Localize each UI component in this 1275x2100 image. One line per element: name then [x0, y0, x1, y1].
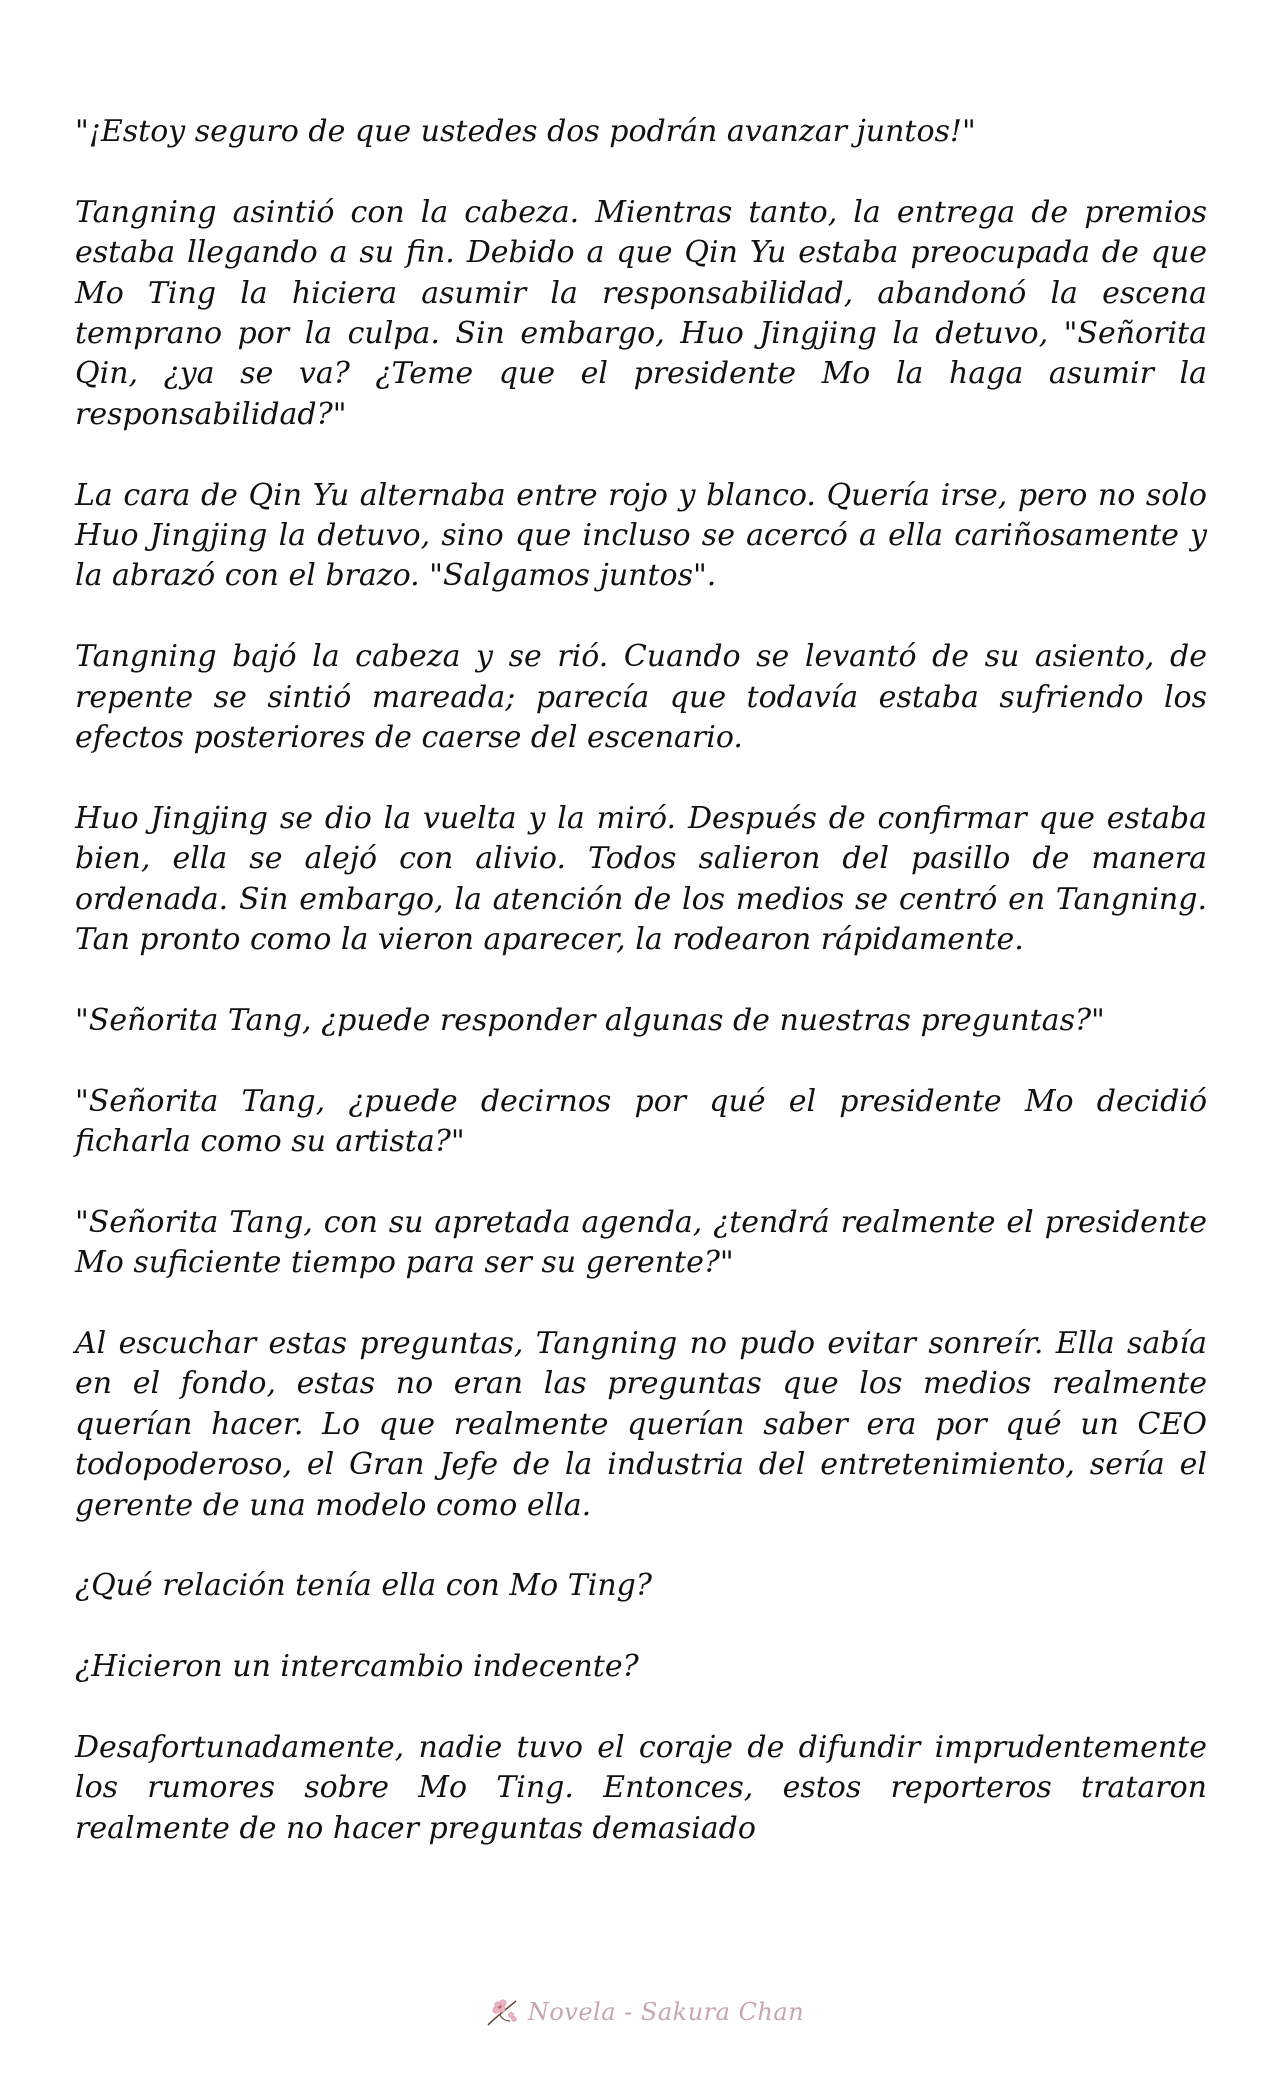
paragraph-10: ¿Qué relación tenía ella con Mo Ting?	[75, 1568, 652, 1604]
paragraph-5: Huo Jingjing se dio la vuelta y la miró. Después de confirmar que estaba bien, ella se alejó con alivio. Todos salieron del pasillo de manera ordenada. Sin embargo, la atención de los medios se centró en Tangning. Tan pronto como la vieron aparecer, la rodearon rápidamente.	[75, 800, 1207, 958]
paragraph-4: Tangning bajó la cabeza y se rió. Cuando se levantó de su asiento, de repente se sintió mareada; parecía que todavía estaba sufriendo los efectos posteriores de caerse del escenario.	[75, 639, 1207, 756]
paragraph-3: La cara de Qin Yu alternaba entre rojo y blanco. Quería irse, pero no solo Huo Jingjing la detuvo, sino que incluso se acercó a ella cariñosamente y la abrazó con el brazo. "Salgamos juntos".	[75, 477, 1207, 594]
paragraph-12: Desafortunadamente, nadie tuvo el coraje de difundir imprudentemente los rumores sobre Mo Ting. Entonces, estos reporteros trataron realmente de no hacer preguntas demasiado	[75, 1730, 1207, 1846]
paragraph-6: "Señorita Tang, ¿puede responder algunas de nuestras preguntas?"	[75, 1002, 1105, 1038]
paragraph-9: Al escuchar estas preguntas, Tangning no pudo evitar sonreír. Ella sabía en el fondo, estas no eran las preguntas que los medios realmente querían hacer. Lo que realmente querían saber era por qué un CEO todopoderoso, el Gran Jefe de la industria del entretenimiento, sería el gerente de una modelo como ella.	[75, 1326, 1207, 1523]
paragraph-7: "Señorita Tang, ¿puede decirnos por qué el presidente Mo decidió ficharla como su artista?"	[75, 1083, 1207, 1160]
watermark-text: Novela - Sakura Chan	[527, 1998, 805, 2026]
paragraph-2: Tangning asintió con la cabeza. Mientras tanto, la entrega de premios estaba llegando a su fin. Debido a que Qin Yu estaba preocupada de que Mo Ting la hiciera asumir la responsabilidad, abandonó la escena temprano por la culpa. Sin embargo, Huo Jingjing la detuvo, "Señorita Qin, ¿ya se va? ¿Teme que el presidente Mo la haga asumir la responsabilidad?"	[75, 194, 1207, 432]
paragraph-8: "Señorita Tang, con su apretada agenda, ¿tendrá realmente el presidente Mo suficiente tiempo para ser su gerente?"	[75, 1204, 1207, 1281]
watermark-footer	[465, 1990, 825, 2034]
sakura-blossom-icon	[486, 1995, 520, 2029]
paragraph-1: "¡Estoy seguro de que ustedes dos podrán avanzar juntos!"	[75, 114, 976, 149]
document-body	[75, 112, 1207, 1849]
paragraph-11: ¿Hicieron un intercambio indecente?	[75, 1649, 639, 1685]
